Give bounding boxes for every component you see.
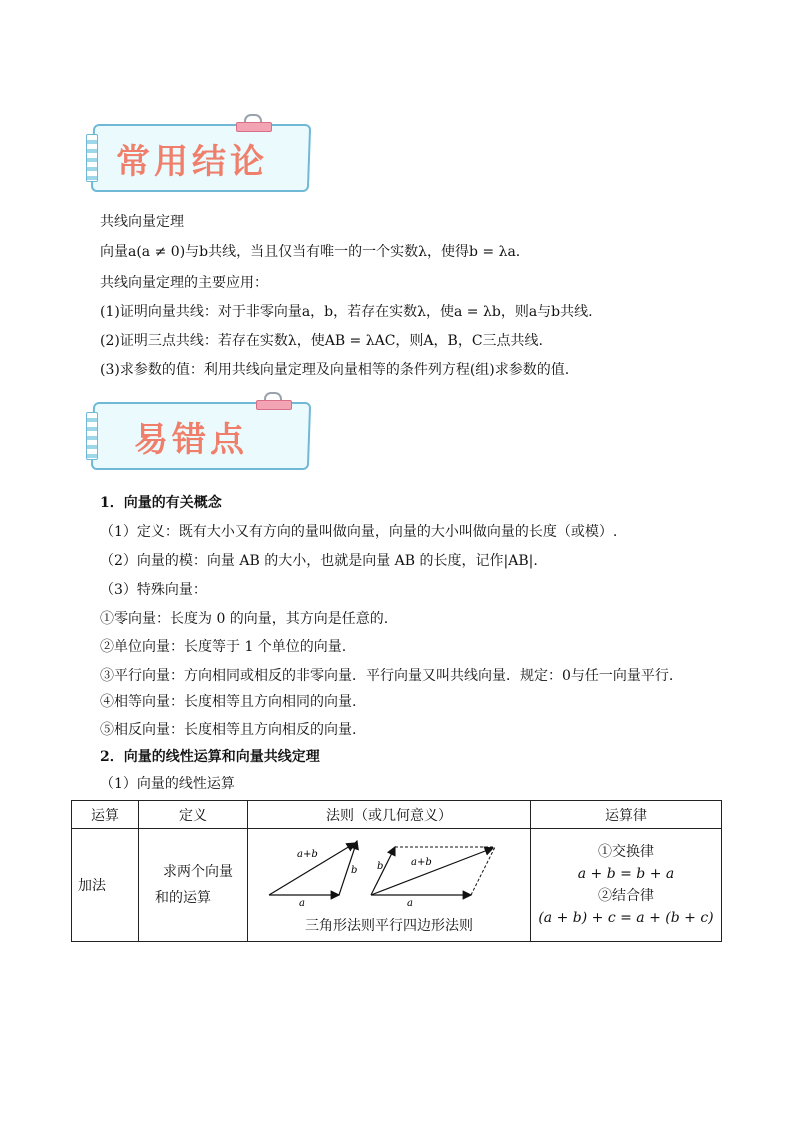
- banner-title-pitfalls: 易错点: [134, 420, 248, 460]
- tri-b-label: b: [351, 865, 358, 876]
- paperclip-icon: [252, 394, 292, 410]
- par-b-label: b: [377, 861, 384, 872]
- vector-ops-table: [71, 800, 722, 942]
- table-row: [72, 829, 722, 942]
- equal-vector-text: ④相等向量：长度相等且方向相同的向量.: [100, 694, 357, 710]
- banner-stripe: [86, 134, 98, 182]
- par-right-edge: [471, 847, 495, 895]
- cell-rule: [248, 829, 531, 942]
- application-3: (3)求参数的值：利用共线向量定理及向量相等的条件列方程(组)求参数的值.: [100, 362, 570, 378]
- applications-title: 共线向量定理的主要应用：: [100, 275, 268, 291]
- rule-caption: 三角形法则平行四边形法则: [305, 918, 473, 934]
- cell-op: [72, 829, 139, 942]
- special-vectors-title: （3）特殊向量：: [100, 582, 207, 598]
- tri-sum-label: a+b: [297, 849, 318, 860]
- zero-vector-text: ①零向量：长度为 0 的向量，其方向是任意的.: [100, 611, 389, 627]
- modulus-text: （2）向量的模：向量 AB 的大小，也就是向量 AB 的长度，记作|AB|.: [100, 553, 538, 569]
- banner-stripe: [86, 412, 98, 460]
- header-def: 定义: [139, 801, 248, 829]
- linear-ops-title: （1）向量的线性运算: [100, 776, 235, 792]
- law1-title: ①交换律: [598, 844, 654, 860]
- law2-title: ②结合律: [598, 888, 654, 904]
- definition-text: （1）定义：既有大小又有方向的量叫做向量，向量的大小叫做向量的长度（或模）.: [100, 524, 618, 540]
- cell-law: [531, 829, 722, 942]
- unit-vector-text: ②单位向量：长度等于 1 个单位的向量.: [100, 639, 347, 655]
- application-2: (2)证明三点共线：若存在实数λ，使AB = λAC，则A，B，C三点共线.: [100, 333, 543, 349]
- par-sum-label: a+b: [411, 857, 432, 868]
- theorem-statement: 向量a(a ≠ 0)与b共线，当且仅当有唯一的一个实数λ，使得b = λa.: [100, 244, 521, 260]
- section1-title: 1．向量的有关概念: [100, 495, 222, 511]
- parallel-vector-text: ③平行向量：方向相同或相反的非零向量．平行向量又叫共线向量．规定：0与任一向量平行.: [100, 668, 674, 684]
- cell-def: [139, 829, 248, 942]
- op-label: 加法: [78, 878, 106, 894]
- header-rule: 法则（或几何意义）: [248, 801, 531, 829]
- law1-formula: a + b = b + a: [577, 866, 675, 882]
- law2-formula: (a + b) + c = a + (b + c): [538, 910, 714, 926]
- def-line1: 求两个向量: [163, 864, 233, 880]
- header-op: 运算: [72, 801, 139, 829]
- vector-diagram: [259, 835, 519, 907]
- header-law: 运算律: [531, 801, 722, 829]
- opposite-vector-text: ⑤相反向量：长度相等且方向相反的向量.: [100, 722, 357, 738]
- banner-title-conclusions: 常用结论: [116, 142, 268, 182]
- def-line2: 和的运算: [155, 890, 211, 906]
- paperclip-icon: [232, 116, 272, 132]
- section2-title: 2．向量的线性运算和向量共线定理: [100, 749, 320, 765]
- par-a-label: a: [407, 898, 413, 907]
- tri-a-label: a: [299, 898, 305, 907]
- banner-conclusions: [92, 116, 314, 190]
- theorem-title: 共线向量定理: [100, 214, 184, 230]
- table-header-row: [72, 801, 722, 829]
- banner-pitfalls: [92, 394, 314, 468]
- application-1: (1)证明向量共线：对于非零向量a，b，若存在实数λ，使a = λb，则a与b共线.: [100, 304, 593, 320]
